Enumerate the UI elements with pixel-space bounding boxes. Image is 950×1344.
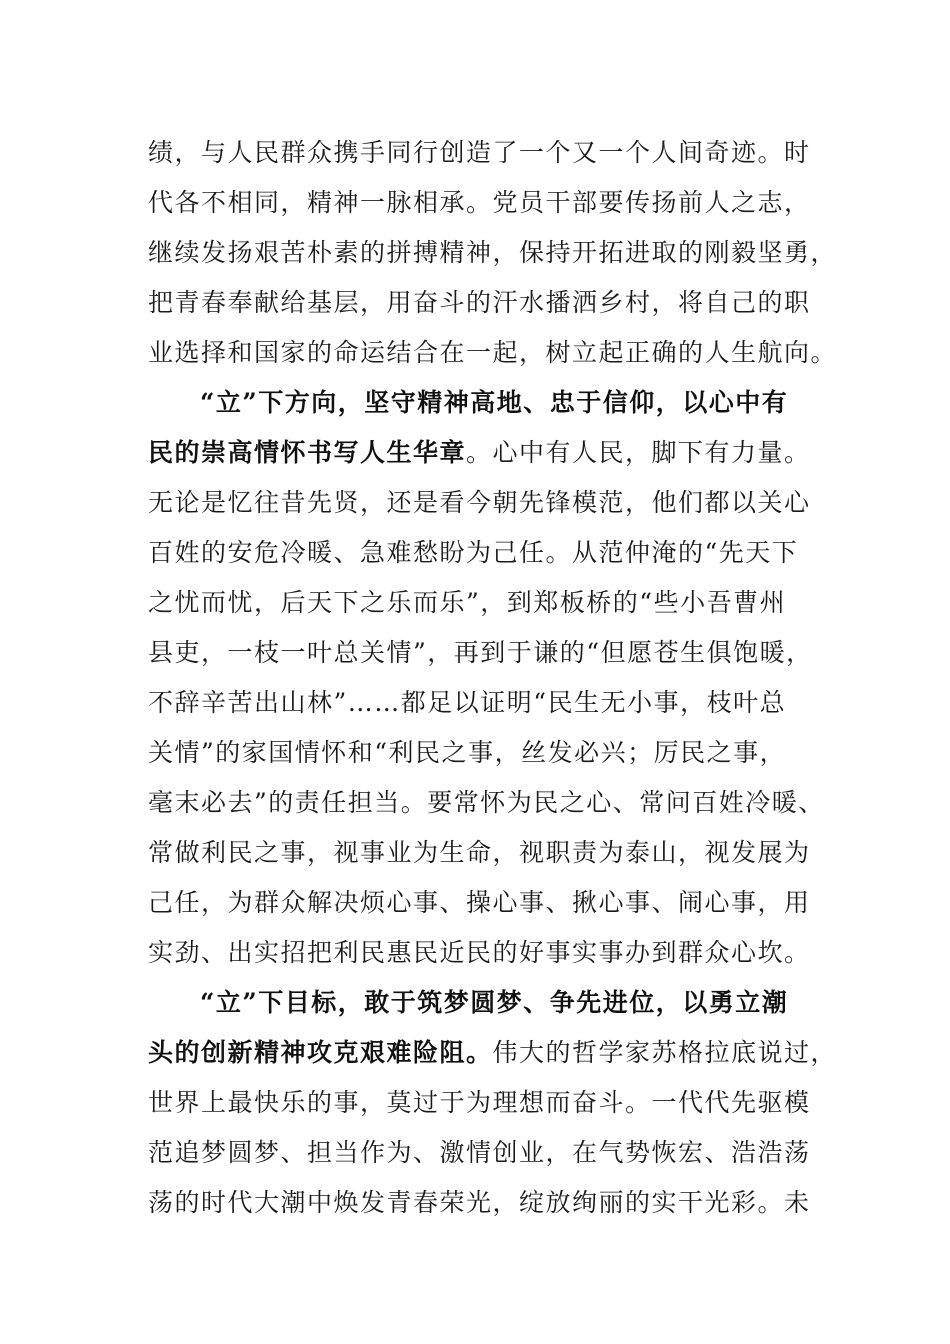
- text-line: [148, 828, 811, 878]
- paragraph-heading-line: [200, 378, 850, 428]
- text-line: [148, 628, 813, 678]
- line-text: 实劲、出实招把利民惠民近民的好事实事办到群众心坎。: [148, 938, 811, 967]
- line-text: 百姓的安危冷暖、急难愁盼为己任。从范仲淹的“先天下: [148, 538, 799, 567]
- text-line: [148, 128, 811, 178]
- line-text: 荡的时代大潮中焕发青春荣光，绽放绚丽的实干光彩。未: [148, 1188, 811, 1217]
- text-line: [148, 678, 798, 728]
- line-text: 常做利民之事，视事业为生命，视职责为泰山，视发展为: [148, 838, 811, 867]
- bold-heading-text: “立”下目标，敢于筑梦圆梦、争先进位，以勇立潮: [200, 988, 789, 1017]
- bold-heading-text: “立”下方向，坚守精神高地、忠于信仰，以心中有: [200, 388, 789, 417]
- text-line: [148, 578, 798, 628]
- text-line: [148, 1078, 811, 1128]
- text-line: [148, 228, 838, 278]
- line-text: 业选择和国家的命运结合在一起，树立起正确的人生航向。: [148, 338, 838, 367]
- paragraph-heading-line: [148, 1028, 838, 1078]
- line-text: 范追梦圆梦、担当作为、激情创业，在气势恢宏、浩浩荡: [148, 1138, 811, 1167]
- line-text: 无论是忆往昔先贤，还是看今朝先锋模范，他们都以关心: [148, 488, 811, 517]
- bold-heading-text: 头的创新精神攻克艰难险阻。: [148, 1038, 493, 1067]
- text-line: [148, 928, 811, 978]
- line-text: 己任，为群众解决烦心事、操心事、揪心事、闹心事，用: [148, 888, 811, 917]
- line-text: 之忧而忧，后天下之乐而乐”，到郑板桥的“些小吾曹州: [148, 588, 787, 617]
- line-text: 。心中有人民，脚下有力量。: [466, 438, 811, 467]
- line-text: 伟大的哲学家苏格拉底说过，: [492, 1038, 838, 1067]
- line-text: 继续发扬艰苦朴素的拼搏精神，保持开拓进取的刚毅坚勇，: [148, 238, 838, 267]
- text-line: [148, 528, 798, 578]
- text-line: [148, 778, 825, 828]
- text-line: [148, 278, 811, 328]
- text-line: [148, 478, 811, 528]
- bold-heading-text: 民的崇高情怀书写人生华章: [148, 438, 467, 467]
- line-text: 毫末必去”的责任担当。要常怀为民之心、常问百姓冷暖、: [148, 788, 825, 817]
- line-text: 不辞辛苦出山林”……都足以证明“民生无小事，枝叶总: [148, 688, 787, 717]
- text-line: [148, 1128, 811, 1178]
- text-line: [148, 328, 838, 378]
- text-line: [148, 1178, 811, 1228]
- text-line: [148, 178, 811, 228]
- line-text: 代各不相同，精神一脉相承。党员干部要传扬前人之志，: [148, 188, 811, 217]
- text-line: [148, 878, 811, 928]
- paragraph-heading-line: [200, 978, 850, 1028]
- line-text: 把青春奉献给基层，用奋斗的汗水播洒乡村，将自己的职: [148, 288, 811, 317]
- paragraph-heading-line: [148, 428, 811, 478]
- line-text: 关情”的家国情怀和“利民之事，丝发必兴；厉民之事，: [148, 738, 787, 767]
- line-text: 世界上最快乐的事，莫过于为理想而奋斗。一代代先驱模: [148, 1088, 811, 1117]
- line-text: 绩，与人民群众携手同行创造了一个又一个人间奇迹。时: [148, 138, 811, 167]
- text-line: [148, 728, 798, 778]
- line-text: 县吏，一枝一叶总关情”，再到于谦的“但愿苍生俱饱暖，: [148, 638, 813, 667]
